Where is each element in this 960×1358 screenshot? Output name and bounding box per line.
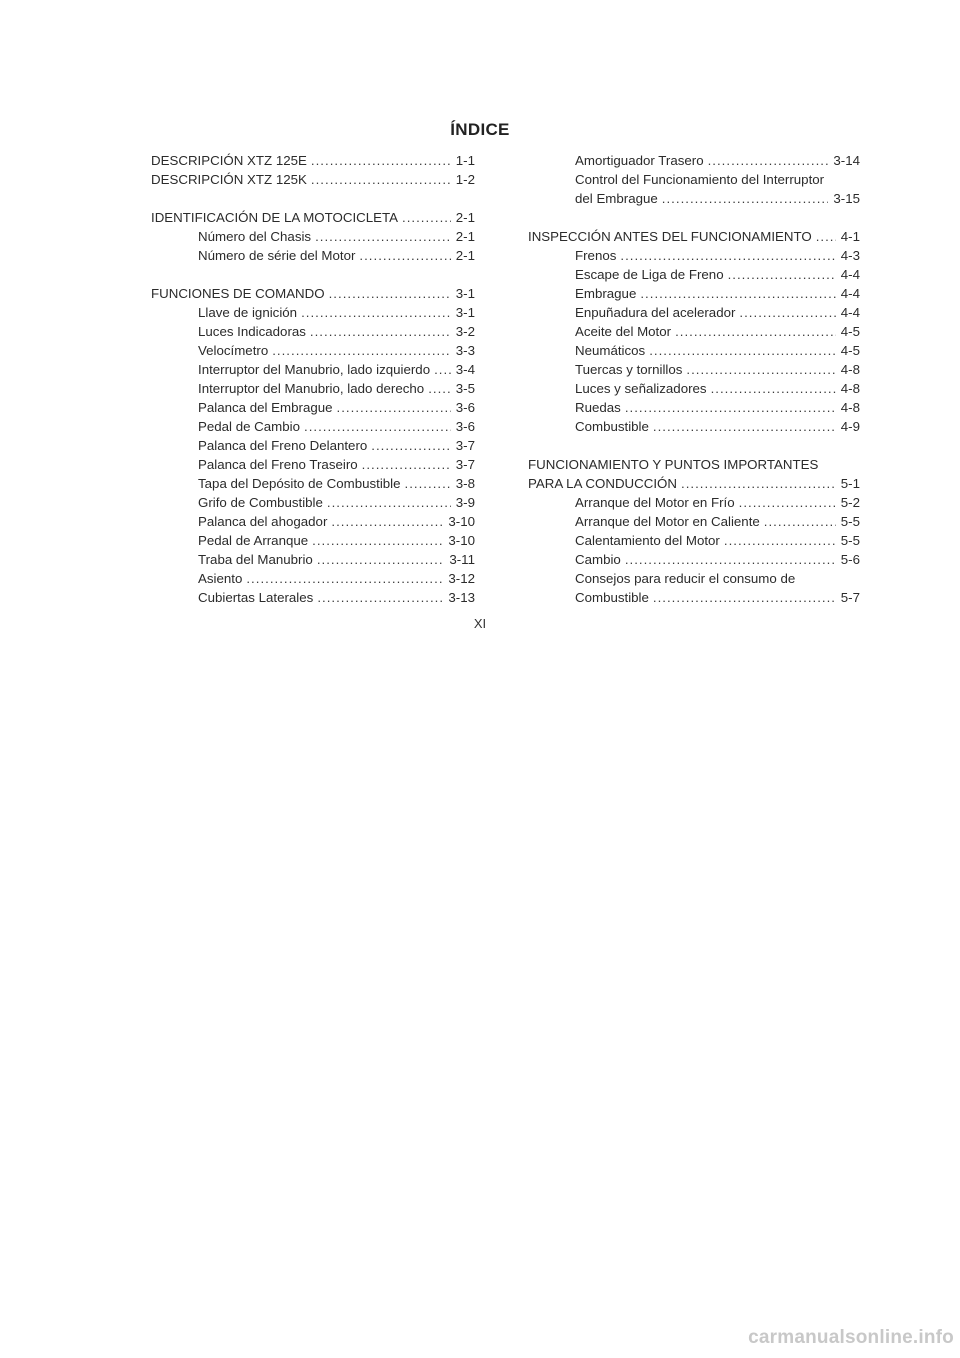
toc-entry [528, 493, 860, 512]
toc-page-number: 3-12 [448, 571, 475, 586]
toc-page-number: 3-4 [455, 362, 475, 377]
dot-leader [640, 284, 835, 303]
toc-page-number: 5-7 [840, 590, 860, 605]
toc-page-number: 3-13 [448, 590, 475, 605]
toc-page-number: 3-10 [448, 514, 475, 529]
toc-entry [151, 550, 475, 569]
toc-page-number: 5-6 [840, 552, 860, 567]
dot-leader [311, 170, 451, 189]
toc-entry [528, 398, 860, 417]
dot-leader [317, 588, 443, 607]
toc-page-number: 3-7 [455, 457, 475, 472]
toc-entry-label: DESCRIPCIÓN XTZ 125E [151, 153, 307, 168]
toc-section [151, 208, 475, 227]
toc-entry-label: Palanca del ahogador [198, 514, 328, 529]
toc-page-number: 4-3 [840, 248, 860, 263]
toc-entry-text: Consejos para reducir el consumo de [575, 571, 796, 586]
toc-entry-label: Número del Chasis [198, 229, 312, 244]
toc-entry [528, 151, 860, 170]
toc-page-number: 3-6 [455, 419, 475, 434]
dot-leader [317, 550, 445, 569]
toc-page-number: 4-4 [840, 305, 860, 320]
toc-entry-label: Pedal de Cambio [198, 419, 301, 434]
dot-leader [708, 151, 829, 170]
toc-entry [528, 246, 860, 265]
toc-page-number: 4-8 [840, 400, 860, 415]
toc-section [151, 284, 475, 303]
page-title: ÍNDICE [450, 120, 510, 139]
dot-leader [327, 493, 451, 512]
dot-leader [625, 398, 836, 417]
toc-entry [528, 550, 860, 569]
toc-page-number: 4-5 [840, 343, 860, 358]
toc-section [151, 170, 475, 189]
toc-page-number: 3-15 [833, 191, 860, 206]
toc-entry-label: Luces Indicadoras [198, 324, 306, 339]
toc-right-column [528, 151, 860, 607]
toc-entry [528, 379, 860, 398]
dot-leader [653, 417, 836, 436]
toc-entry-label: Arranque del Motor en Caliente [575, 514, 760, 529]
toc-entry-label: Llave de ignición [198, 305, 298, 320]
dot-leader [402, 208, 451, 227]
toc-left-column [151, 151, 475, 607]
toc-entry-label: Enpuñadura del acelerador [575, 305, 736, 320]
toc-page-number: 4-4 [840, 286, 860, 301]
toc-page-number: 3-14 [833, 153, 860, 168]
dot-leader [764, 512, 836, 531]
dot-leader [337, 398, 451, 417]
toc-entry-label: Combustible [575, 590, 649, 605]
dot-leader [739, 303, 835, 322]
toc-entry [151, 417, 475, 436]
toc-page-number: 3-3 [455, 343, 475, 358]
toc-page-number: 1-1 [455, 153, 475, 168]
toc-entry [151, 588, 475, 607]
dot-leader [371, 436, 451, 455]
toc-entry-label: Neumáticos [575, 343, 646, 358]
toc-page-number: 3-11 [449, 552, 475, 567]
dot-leader [816, 227, 836, 246]
dot-leader [711, 379, 836, 398]
toc-entry [151, 512, 475, 531]
toc-entry [151, 322, 475, 341]
dot-leader [246, 569, 443, 588]
dot-leader [405, 474, 451, 493]
dot-leader [662, 189, 829, 208]
toc-entry [151, 474, 475, 493]
toc-page-number: 2-1 [455, 229, 475, 244]
toc-page-number: 3-9 [455, 495, 475, 510]
toc-entry [151, 531, 475, 550]
toc-entry-label: Tuercas y tornillos [575, 362, 683, 377]
toc-section [528, 474, 860, 493]
toc-entry [151, 341, 475, 360]
toc-entry-label: Interruptor del Manubrio, lado derecho [198, 381, 425, 396]
toc-entry [528, 265, 860, 284]
toc-entry-label: Cubiertas Laterales [198, 590, 314, 605]
toc-page-number: 4-5 [840, 324, 860, 339]
dot-leader [686, 360, 835, 379]
toc-entry [151, 303, 475, 322]
toc-section [528, 227, 860, 246]
toc-page-number: 3-8 [455, 476, 475, 491]
dot-leader [304, 417, 451, 436]
toc-entry [528, 189, 860, 208]
toc-spacer [151, 265, 475, 284]
toc-entry-label: Número de série del Motor [198, 248, 356, 263]
toc-page-number: 3-1 [455, 305, 475, 320]
toc-entry-label: DESCRIPCIÓN XTZ 125K [151, 172, 307, 187]
dot-leader [681, 474, 836, 493]
dot-leader [649, 341, 836, 360]
toc-entry [151, 246, 475, 265]
toc-entry-label: Velocímetro [198, 343, 269, 358]
toc-page-number: 3-6 [455, 400, 475, 415]
dot-leader [675, 322, 836, 341]
toc-entry-label: Palanca del Embrague [198, 400, 333, 415]
toc-page-number: 4-4 [840, 267, 860, 282]
toc-entry [528, 303, 860, 322]
dot-leader [310, 322, 451, 341]
toc-entry [151, 493, 475, 512]
toc-spacer [151, 189, 475, 208]
toc-page-number: 3-7 [455, 438, 475, 453]
toc-entry-label: Arranque del Motor en Frío [575, 495, 735, 510]
toc-page-number: 5-5 [840, 533, 860, 548]
toc-entry [151, 569, 475, 588]
toc-entry-label: INSPECCIÓN ANTES DEL FUNCIONAMIENTO [528, 229, 812, 244]
toc-page-number: 3-5 [455, 381, 475, 396]
toc-page-number: 3-2 [455, 324, 475, 339]
toc-entry-label: Luces y señalizadores [575, 381, 707, 396]
toc-entry [528, 512, 860, 531]
toc-page-number: 4-9 [840, 419, 860, 434]
toc-entry [528, 284, 860, 303]
toc-entry-label: Palanca del Freno Traseiro [198, 457, 358, 472]
toc-entry [151, 227, 475, 246]
toc-entry-label: Frenos [575, 248, 617, 263]
dot-leader [625, 550, 836, 569]
toc-entry [528, 588, 860, 607]
dot-leader [728, 265, 836, 284]
toc-entry-label: Embrague [575, 286, 637, 301]
toc-entry-label: FUNCIONES DE COMANDO [151, 286, 325, 301]
toc-entry-label: Pedal de Arranque [198, 533, 309, 548]
toc-page-number: 1-2 [455, 172, 475, 187]
dot-leader [312, 531, 443, 550]
toc-page-number: 5-2 [840, 495, 860, 510]
toc-spacer [528, 208, 860, 227]
dot-leader [315, 227, 451, 246]
toc-entry [528, 417, 860, 436]
dot-leader [434, 360, 451, 379]
dot-leader [311, 151, 451, 170]
dot-leader [329, 284, 451, 303]
toc-page-number: 5-1 [840, 476, 860, 491]
toc-page-number: 5-5 [840, 514, 860, 529]
toc-entry [151, 436, 475, 455]
toc-page-number: 2-1 [455, 248, 475, 263]
toc-entry-label: PARA LA CONDUCCIÓN [528, 476, 678, 491]
toc-entry-label: Aceite del Motor [575, 324, 672, 339]
toc-page-number: 4-1 [840, 229, 860, 244]
toc-entry-label: Interruptor del Manubrio, lado izquierdo [198, 362, 431, 377]
dot-leader [724, 531, 836, 550]
dot-leader [331, 512, 443, 531]
toc-entry [151, 360, 475, 379]
dot-leader [301, 303, 451, 322]
dot-leader [620, 246, 835, 265]
toc-entry-text: FUNCIONAMIENTO Y PUNTOS IMPORTANTES [528, 457, 819, 472]
toc-entry [528, 322, 860, 341]
toc-page-number: 3-10 [448, 533, 475, 548]
toc-entry-label: del Embrague [575, 191, 658, 206]
toc-entry-label: Tapa del Depósito de Combustible [198, 476, 401, 491]
toc-entry-label: Ruedas [575, 400, 621, 415]
toc-entry [151, 398, 475, 417]
page-number: XI [473, 616, 487, 631]
toc-entry-label: IDENTIFICACIÓN DE LA MOTOCICLETA [151, 210, 399, 225]
dot-leader [739, 493, 836, 512]
toc-entry [151, 379, 475, 398]
toc-entry [528, 341, 860, 360]
toc-entry-label: Asiento [198, 571, 243, 586]
toc-section [151, 151, 475, 170]
dot-leader [362, 455, 451, 474]
toc-entry-label: Combustible [575, 419, 649, 434]
toc-page-number: 4-8 [840, 362, 860, 377]
toc-entry-label: Palanca del Freno Delantero [198, 438, 368, 453]
dot-leader [359, 246, 450, 265]
toc-entry-label: Traba del Manubrio [198, 552, 313, 567]
toc-entry-label: Cambio [575, 552, 621, 567]
toc-spacer [528, 436, 860, 455]
toc-entry-label: Amortiguador Trasero [575, 153, 704, 168]
toc-entry [528, 360, 860, 379]
toc-entry [151, 455, 475, 474]
watermark: carmanualsonline.info [748, 1327, 954, 1348]
toc-entry-label: Escape de Liga de Freno [575, 267, 724, 282]
toc-page-number: 4-8 [840, 381, 860, 396]
dot-leader [428, 379, 451, 398]
toc-entry-label: Grifo de Combustible [198, 495, 323, 510]
toc-entry-label: Calentamiento del Motor [575, 533, 720, 548]
toc-entry [528, 531, 860, 550]
dot-leader [653, 588, 836, 607]
toc-entry-text: Control del Funcionamiento del Interruptor [575, 172, 825, 187]
toc-page-number: 3-1 [455, 286, 475, 301]
toc-page-number: 2-1 [455, 210, 475, 225]
dot-leader [272, 341, 451, 360]
